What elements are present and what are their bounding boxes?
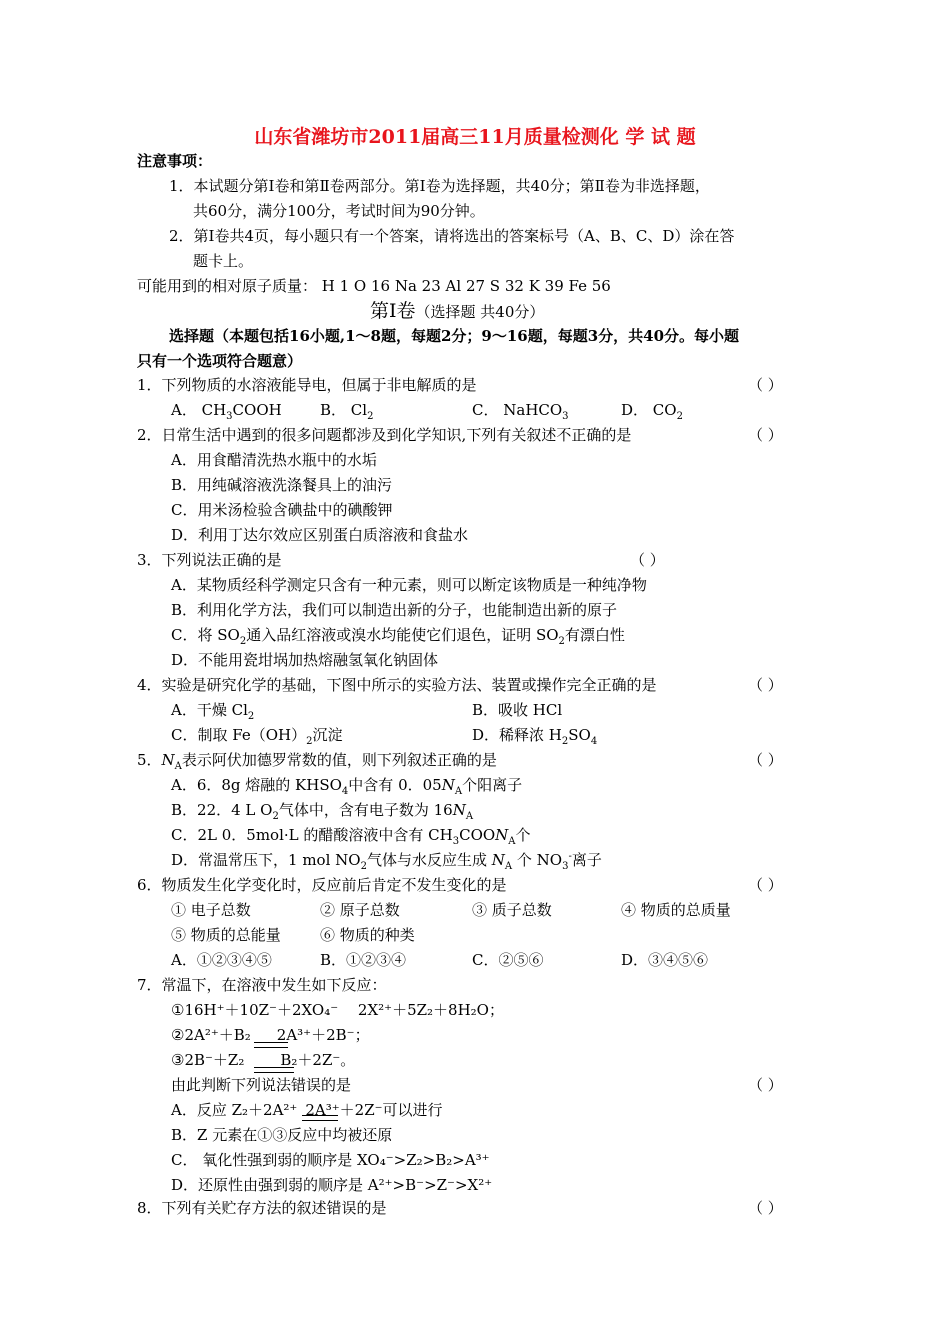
q7-reaction-3: ③2B⁻＋Z₂ B₂＋2Z⁻。 [171,1051,356,1069]
q4-option-b: B．吸收 HCl [472,701,563,719]
q4-answer-bracket: （ ） [748,676,783,694]
q1-stem: 1．下列物质的水溶液能导电，但属于非电解质的是 [137,376,477,394]
q6-item-3: ③ 质子总数 [472,901,552,919]
q2-stem: 2．日常生活中遇到的很多问题都涉及到化学知识,下列有关叙述不正确的是 [137,426,632,444]
section-instruction-line-2: 只有一个选项符合题意） [137,352,303,370]
section-name: 第Ⅰ卷 [370,300,416,322]
q6-answer-bracket: （ ） [748,876,783,894]
notice-heading: 注意事项： [137,152,213,170]
equal-sign-mark [254,1067,294,1073]
q7-option-d: D．还原性由强到弱的顺序是 A²⁺>B⁻>Z⁻>X²⁺ [171,1176,493,1194]
atomic-masses: 可能用到的相对原子质量： H 1 O 16 Na 23 Al 27 S 32 K 39 Fe 56 [137,277,611,295]
notice-item-1-line-1: 1．本试题分第Ⅰ卷和第Ⅱ卷两部分。第Ⅰ卷为选择题，共40分；第Ⅱ卷为非选择题， [169,177,710,195]
q7-option-b: B．Z 元素在①③反应中均被还原 [171,1126,393,1144]
q4-option-a: A．干燥 $Cl_2$ [171,701,255,722]
q6-item-5: ⑤ 物质的总能量 [171,926,281,944]
q4-option-c: C．制取 $Fe(OH)_2$沉淀 [171,726,343,747]
q2-option-b: B．用纯碱溶液洗涤餐具上的油污 [171,476,393,494]
q3-answer-bracket: （ ） [630,551,665,569]
q5-option-d: D．常温常压下，1 mol $NO_2$气体与水反应生成 $N_A$ 个 $NO_3^-$离子 [171,851,602,872]
q6-item-2: ② 原子总数 [320,901,400,919]
q5-answer-bracket: （ ） [748,751,783,769]
equal-sign-mark [302,1115,338,1121]
q3-option-c: C．将 $SO_2$通入品红溶液或溴水均能使它们退色，证明 $SO_2$有漂白性 [171,626,625,647]
exam-title: 山东省潍坊市2011届高三11月质量检测化 学 试 题 [254,126,696,148]
q6-item-4: ④ 物质的总质量 [621,901,731,919]
q3-option-b: B．利用化学方法，我们可以制造出新的分子，也能制造出新的原子 [171,601,618,619]
equal-sign-mark [254,1042,288,1048]
q7-stem: 7．常温下，在溶液中发生如下反应： [137,976,387,994]
q5-stem: 5．$N_A$表示阿伏加德罗常数的值，则下列叙述正确的是 [137,751,497,772]
q8-answer-bracket: （ ） [748,1199,783,1217]
section-header [370,298,544,325]
q7-reaction-2: ②2A²⁺＋B₂ 2A³⁺＋2B⁻； [171,1026,370,1044]
q1-option-c: C． NaHCO$_3$ [472,401,569,422]
section-instruction-line-1: 选择题（本题包括16小题,1～8题，每题2分；9～16题，每题3分，共40分。每小题 [169,327,740,345]
q7-option-c: C． 氧化性强到弱的顺序是 XO₄⁻>Z₂>B₂>A³⁺ [171,1151,490,1169]
q6-option-c: C．②⑤⑥ [472,951,544,969]
q1-answer-bracket: （ ） [748,376,783,394]
notice-item-2-line-2: 题卡上。 [193,252,254,270]
section-note: （选择题 共40分） [415,303,545,321]
q2-option-c: C．用米汤检验含碘盐中的碘酸钾 [171,501,393,519]
q3-option-a: A．某物质经科学测定只含有一种元素，则可以断定该物质是一种纯净物 [171,576,647,594]
q1-option-b: B． $Cl_2$ [320,401,374,422]
q6-item-1: ① 电子总数 [171,901,251,919]
q4-option-d: D．稀释浓 $H_2SO_4$ [472,726,598,747]
q3-option-d: D．不能用瓷坩埚加热熔融氢氧化钠固体 [171,651,439,669]
q3-stem: 3．下列说法正确的是 [137,551,282,569]
q6-stem: 6．物质发生化学变化时，反应前后肯定不发生变化的是 [137,876,507,894]
q1-option-a: A． $CH_3COOH$ [171,401,282,422]
q5-option-c: C．2L 0．5mol·L 的醋酸溶液中含有 $CH_3COON_A$个 [171,826,531,847]
q6-option-d: D．③④⑤⑥ [621,951,709,969]
q1-option-d: D． $CO_2$ [621,401,683,422]
q2-option-d: D．利用丁达尔效应区别蛋白质溶液和食盐水 [171,526,469,544]
q7-option-a: A．反应 Z₂＋2A²⁺ 2A³⁺＋2Z⁻可以进行 [171,1101,443,1119]
q7-reaction-1: ①16H⁺＋10Z⁻＋2XO₄⁻ 2X²⁺＋5Z₂＋8H₂O； [171,1001,504,1019]
q2-answer-bracket: （ ） [748,426,783,444]
q5-option-b: B．22．4 L $O_2$气体中，含有电子数为 $16N_A$ [171,801,474,822]
q6-option-a: A．①②③④⑤ [171,951,272,969]
q2-option-a: A．用食醋清洗热水瓶中的水垢 [171,451,377,469]
q4-stem: 4．实验是研究化学的基础，下图中所示的实验方法、装置或操作完全正确的是 [137,676,657,694]
q7-answer-bracket: （ ） [748,1076,783,1094]
q7-question: 由此判断下列说法错误的是 [171,1076,352,1094]
q5-option-a: A．6．8g 熔融的 $KHSO_4$中含有 0．$05N_A$个阳离子 [171,776,523,797]
notice-item-2-line-1: 2．第Ⅰ卷共4页，每小题只有一个答案，请将选出的答案标号（A、B、C、D）涂在答 [169,227,735,245]
q6-option-b: B．①②③④ [320,951,407,969]
notice-item-1-line-2: 共60分，满分100分，考试时间为90分钟。 [193,202,485,220]
q8-stem: 8．下列有关贮存方法的叙述错误的是 [137,1199,387,1217]
q6-item-6: ⑥ 物质的种类 [320,926,415,944]
